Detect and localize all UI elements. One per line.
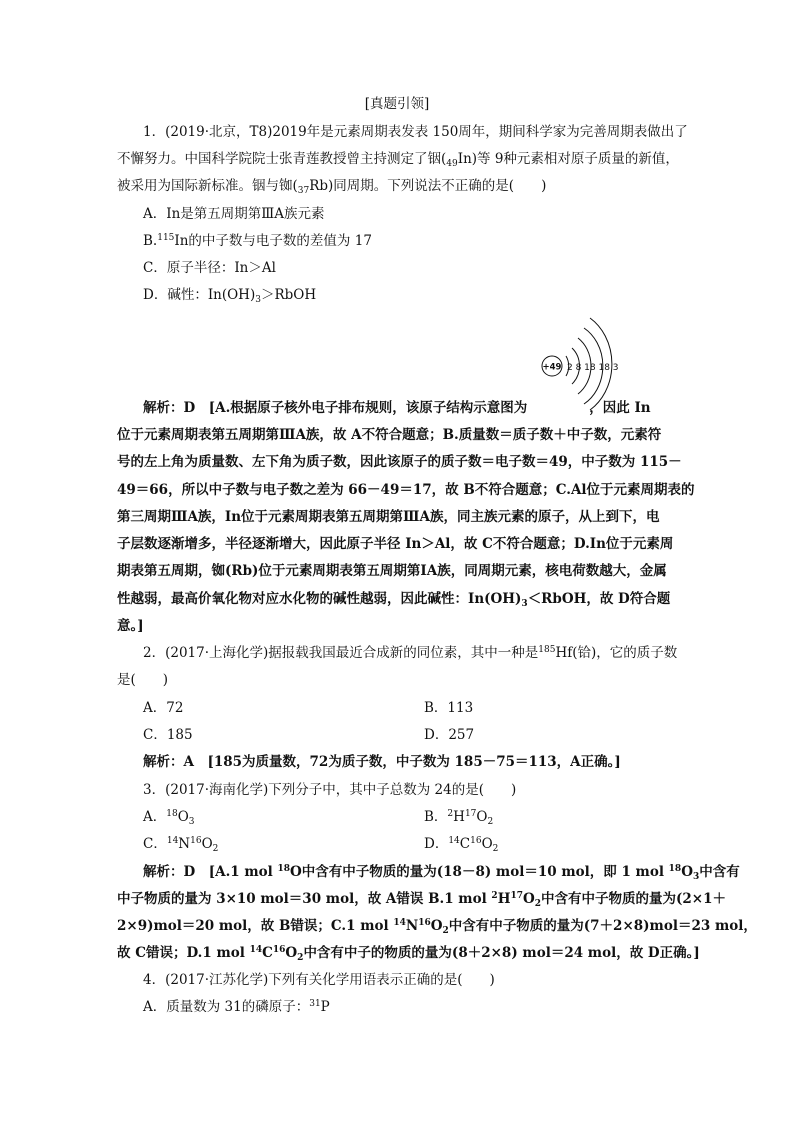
a1-line-8: 性越弱，最高价氧化物对应水化物的碱性越弱，因此碱性：$In(OH)_3<RbOH$，故 D符合题 xyxy=(117,591,671,609)
a1-line-5: 第三周期ⅢA族，In位于元素周期表第五周期第ⅢA族，同主族元素的原子，从上到下，电 xyxy=(117,509,660,525)
q2-answer: 解析：A [185为质量数，72为质子数，中子数为 185－75＝113，A正确。] xyxy=(143,754,621,770)
section-title: [真题引领] xyxy=(364,96,430,112)
q1-option-a: A．In是第五周期第ⅢA族元素 xyxy=(143,206,325,222)
q3-option-d: D．$^{14}C^{16}O_2$ xyxy=(424,836,499,854)
q3-option-a: A．$^{18}O_3$ xyxy=(143,809,195,827)
q2-option-b: B．113 xyxy=(424,700,474,716)
nucleus-label: +49 xyxy=(542,362,562,373)
q1-option-c: C．原子半径：In＞Al xyxy=(143,260,276,276)
electron-shells-label: 2 8 18 18 3 xyxy=(567,363,619,373)
a1-line-3: 号的左上角为质量数、左下角为质子数，因此该原子的质子数＝电子数＝49，中子数为 115－ xyxy=(117,454,682,470)
q2-option-d: D．257 xyxy=(424,727,475,743)
a3-line-3: 2×9)mol＝20 mol，故 B错误；C.1 mol $^{14}N^{16}O_2$中含有中子物质的量为(7＋2×8)mol＝23 mol， xyxy=(117,918,757,936)
a3-line-2: 中子物质的量为 3×10 mol＝30 mol，故 A错误 B.1 mol $^2H^{17}O_2$中含有中子物质的量为(2×1＋ xyxy=(117,891,727,909)
a1-line-7: 期表第五周期，铷(Rb)位于元素周期表第五周期第ⅠA族，同周期元素，核电荷数越大，金属 xyxy=(117,563,667,579)
a3-line-4: 故 C错误；D.1 mol $^{14}C^{16}O_2$中含有中子的物质的量为(8＋2×8) mol＝24 mol，故 D正确。] xyxy=(117,945,700,963)
q1-option-d: D．碱性：$In(OH)_3>RbOH$ xyxy=(143,287,317,305)
q3-option-c: C．$^{14}N^{16}O_2$ xyxy=(143,836,219,854)
a1-line-1: 解析：D [A.根据原子核外电子排布规则，该原子结构示意图为 ，因此 In xyxy=(143,400,651,416)
q1-line-3: 被采用为国际新标准。铟与铷$(_{37}Rb)$同周期。下列说法不正确的是( ) xyxy=(117,178,547,196)
q3-option-b: B．$^2H^{17}O_2$ xyxy=(424,809,494,827)
q2-line-1: 2．(2017·上海化学)据报载我国最近合成新的同位素，其中一种是$^{185}$Hf(铪)，它的质子数 xyxy=(143,645,678,661)
q1-line-1: 1．(2019·北京，T8)2019年是元素周期表发表 150周年，期间科学家为完善周期表做出了 xyxy=(143,124,688,140)
a1-line-4: 49＝66，所以中子数与电子数之差为 66－49＝17，故 B不符合题意；C.Al位于元素周期表的 xyxy=(117,482,695,498)
q2-line-2: 是( ) xyxy=(117,672,169,688)
q1-option-b: B.$^{115}$In的中子数与电子数的差值为 17 xyxy=(143,233,372,249)
a1-line-6: 子层数逐渐增多，半径逐渐增大，因此原子半径 In＞Al，故 C不符合题意；D.In位于元素周 xyxy=(117,536,674,552)
q1-line-2: 不懈努力。中国科学院院士张青莲教授曾主持测定了铟$(_{49}In)$等 9种元素相对原子质量的新值， xyxy=(117,151,679,169)
a1-line-9: 意。] xyxy=(117,618,144,634)
q4-stem: 4．(2017·江苏化学)下列有关化学用语表示正确的是( ) xyxy=(143,972,495,988)
a3-line-1: 解析：D [A.1 mol $^{18}$O中含有中子物质的量为(18－8) mol＝10 mol，即 1 mol $^{18}O_3$中含有 xyxy=(143,864,740,882)
q2-option-a: A．72 xyxy=(143,700,184,716)
q3-stem: 3．(2017·海南化学)下列分子中，其中子总数为 24的是( ) xyxy=(143,782,517,798)
a1-line-2: 位于元素周期表第五周期第ⅢA族，故 A不符合题意；B.质量数＝质子数＋中子数，元素符 xyxy=(117,427,662,443)
q2-option-c: C．185 xyxy=(143,727,193,743)
q4-option-a: A．质量数为 31的磷原子：$^{31}$P xyxy=(143,999,330,1015)
